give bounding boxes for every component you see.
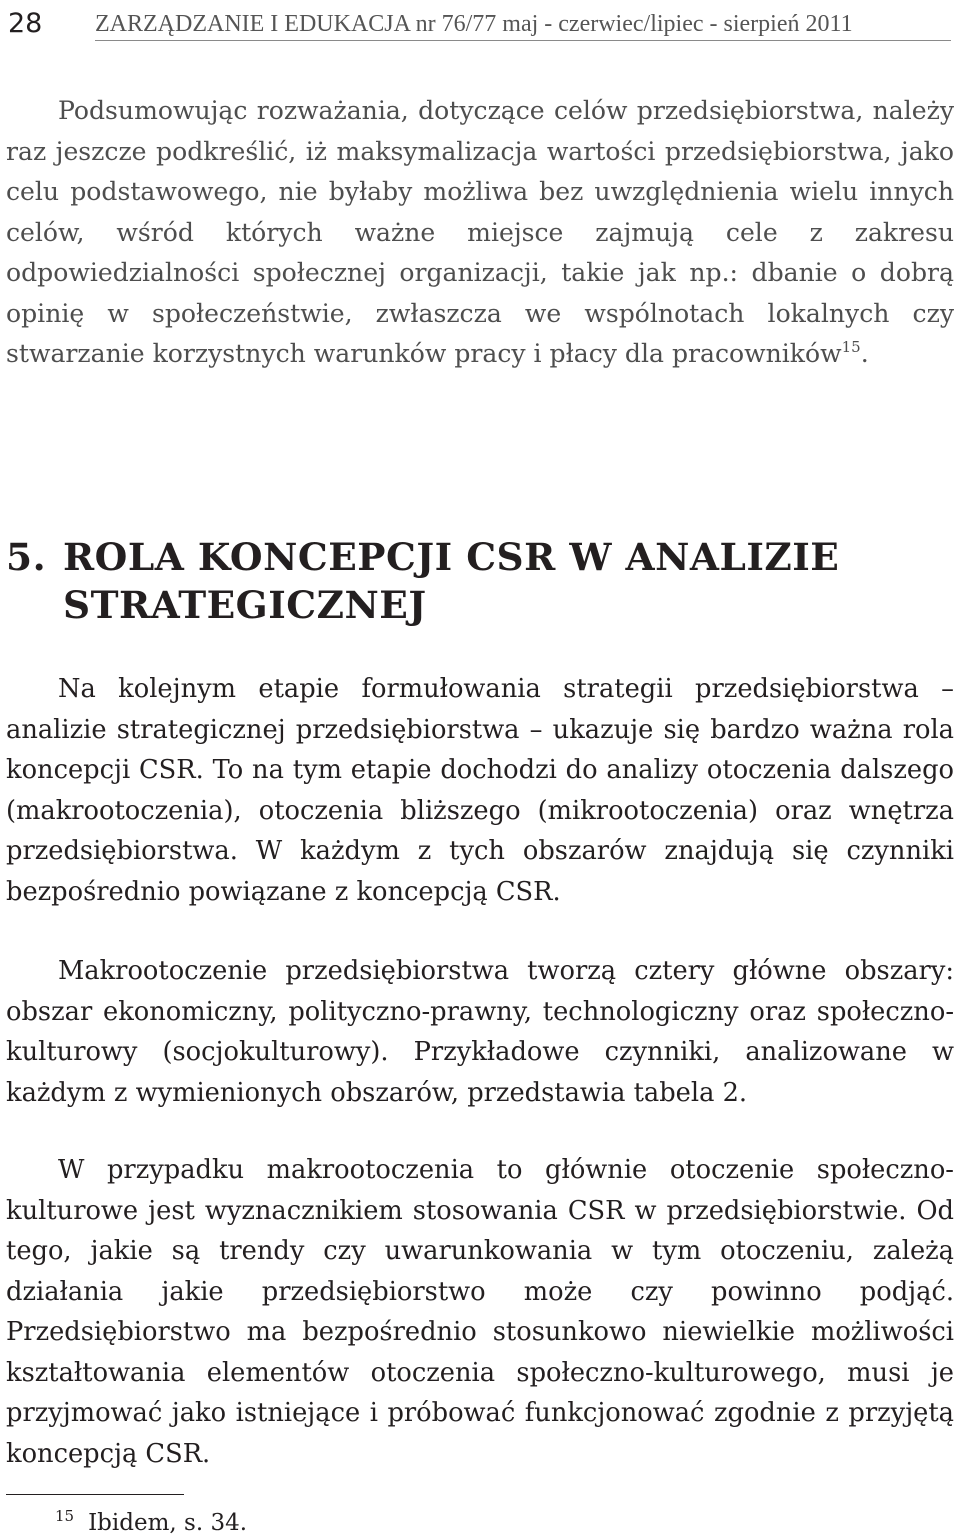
section-title-line2: STRATEGICZNEJ (63, 583, 427, 627)
header-rule (95, 40, 951, 41)
running-head: ZARZĄDZANIE I EDUKACJA nr 76/77 maj - czerwiec/lipiec - sierpień 2011 (95, 11, 853, 37)
body-paragraph-3 (6, 1150, 954, 1474)
section-number: 5. (6, 535, 47, 579)
footnote (55, 1500, 247, 1539)
intro-paragraph-end: . (860, 339, 869, 368)
body-paragraph-1 (6, 669, 954, 912)
body-paragraph-1-text: Na kolejnym etapie formułowania strategii przedsiębiorstwa – analizie strategicznej przedsiębiorstwa – ukazuje się bardzo ważna rola koncepcji CSR. To na tym etapie dochodzi do analizy otoczenia dalszego (makrootoczenia), otoczenia bliższego (mikrootoczenia) oraz wnętrza przedsiębiorstwa. W każdym z tych obszarów znajdują się czynniki bezpośrednio powiązane z koncepcją CSR. (6, 674, 954, 907)
body-paragraph-2-text: Makrootoczenie przedsiębiorstwa tworzą cztery główne obszary: obszar ekonomiczny, polityczno-prawny, technologiczny oraz społeczno-kulturowy (socjokulturowy). Przykładowe czynniki, analizowane w każdym z wymienionych obszarów, przedstawia tabela 2. (6, 956, 954, 1108)
section-title-line1: ROLA KONCEPCJI CSR W ANALIZIE (63, 535, 840, 579)
intro-paragraph (6, 91, 954, 375)
footnote-number: 15 (55, 1507, 75, 1525)
body-paragraph-3-text: W przypadku makrootoczenia to głównie otoczenie społeczno-kulturowe jest wyznacznikiem stosowania CSR w przedsiębiorstwie. Od tego, jakie są trendy czy uwarunkowania w tym otoczeniu, zależą działania jakie przedsiębiorstwo może czy powinno podjąć. Przedsiębiorstwo ma bezpośrednio stosunkowo niewielkie możliwości kształtowania elementów otoczenia społeczno-kulturowego, musi je przyjmować jako istniejące i próbować funkcjonować zgodnie z przyjętą koncepcją CSR. (6, 1155, 954, 1469)
body-paragraph-2 (6, 951, 954, 1113)
footnote-reference: 15 (841, 338, 861, 356)
page-number: 28 (8, 8, 43, 39)
intro-paragraph-text: Podsumowując rozważania, dotyczące celów przedsiębiorstwa, należy raz jeszcze podkreślić, iż maksymalizacja wartości przedsiębiorstwa, jako celu podstawowego, nie byłaby możliwa bez uwzględnienia wielu innych celów, wśród których ważne miejsce zajmują cele z zakresu odpowiedzialności społecznej organizacji, takie jak np.: dbanie o dobrą opinię w społeczeństwie, zwłaszcza we wspólnotach lokalnych czy stwarzanie korzystnych warunków pracy i płacy dla pracowników (6, 96, 954, 368)
page-header (4, 4, 954, 44)
section-heading (6, 533, 954, 629)
footnote-rule (6, 1494, 184, 1495)
footnote-text: Ibidem, s. 34. (88, 1510, 248, 1536)
